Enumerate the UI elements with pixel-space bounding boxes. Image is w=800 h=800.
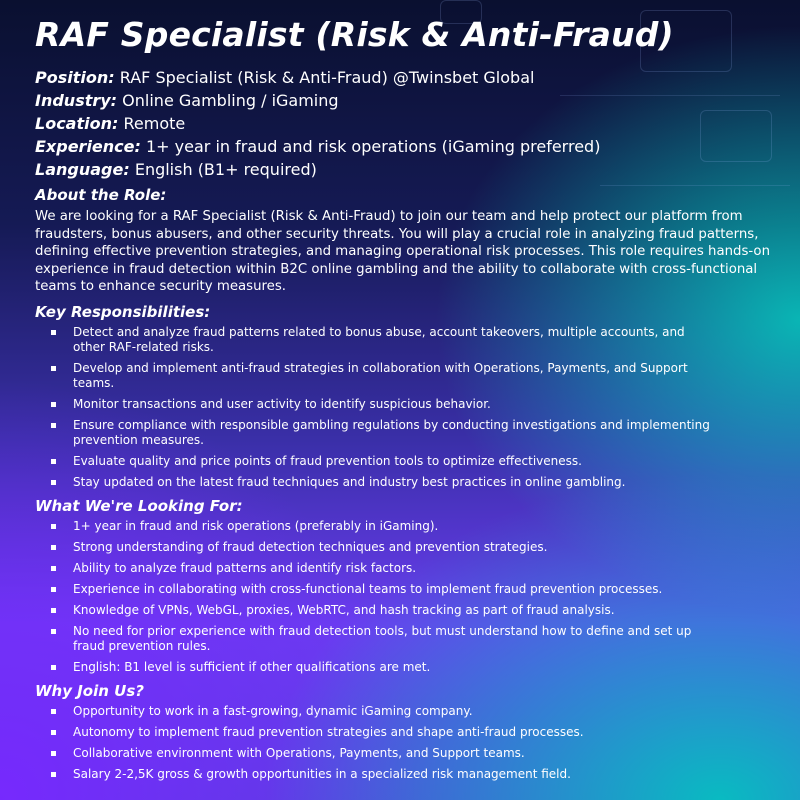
- list-item-text: Stay updated on the latest fraud techniques and industry best practices in online gambling.: [73, 474, 626, 489]
- job-posting: [35, 14, 785, 788]
- list-item-text: Salary 2-2,5K gross & growth opportunities in a specialized risk management field.: [73, 766, 571, 781]
- list-item: [73, 418, 713, 448]
- meta-value: English (B1+ required): [134, 160, 317, 179]
- job-meta: [35, 66, 785, 181]
- bullet-icon: [51, 730, 56, 735]
- looking-for-heading: What We're Looking For:: [35, 496, 243, 515]
- list-item-text: English: B1 level is sufficient if other qualifications are met.: [73, 659, 431, 674]
- meta-value: Online Gambling / iGaming: [122, 91, 339, 110]
- about-text: We are looking for a RAF Specialist (Risk & Anti-Fraud) to join our team and help protect our platform from fraudsters, bonus abusers, and other security threats. You will play a crucial role in analyzing fraud patterns, defining effective prevention strategies, and managing operational risk processes. This role requires hands-on experience in fraud detection within B2C online gambling and the ability to collaborate with cross-functional teams to enhance security measures.: [35, 209, 770, 294]
- list-item-text: Autonomy to implement fraud prevention strategies and shape anti-fraud processes.: [73, 724, 584, 739]
- list-item: [73, 325, 713, 355]
- bullet-icon: [51, 665, 56, 670]
- list-item-text: Ensure compliance with responsible gambling regulations by conducting investigations and implementing prevention measures.: [73, 417, 710, 447]
- list-item: [73, 519, 713, 534]
- list-item: [73, 767, 713, 782]
- bullet-icon: [51, 608, 56, 613]
- list-item: [73, 454, 713, 469]
- list-item-text: No need for prior experience with fraud detection tools, but must understand how to define and set up fraud prevention rules.: [73, 623, 692, 653]
- meta-label: Experience:: [35, 137, 141, 156]
- list-item-text: Detect and analyze fraud patterns related to bonus abuse, account takeovers, multiple accounts, and other RAF-related risks.: [73, 324, 685, 354]
- about-heading: About the Role:: [35, 186, 167, 204]
- meta-label: Language:: [35, 160, 130, 179]
- bullet-icon: [51, 423, 56, 428]
- why-join-list: [35, 704, 785, 782]
- list-item: [73, 561, 713, 576]
- page-title: RAF Specialist (Risk & Anti-Fraud): [35, 15, 674, 54]
- list-item-text: Monitor transactions and user activity to identify suspicious behavior.: [73, 396, 491, 411]
- bullet-icon: [51, 459, 56, 464]
- list-item: [73, 540, 713, 555]
- meta-language: [35, 158, 785, 181]
- bullet-icon: [51, 566, 56, 571]
- list-item: [73, 603, 713, 618]
- list-item-text: Ability to analyze fraud patterns and identify risk factors.: [73, 560, 417, 575]
- meta-label: Location:: [35, 114, 119, 133]
- bullet-icon: [51, 524, 56, 529]
- why-join-heading: Why Join Us?: [35, 681, 144, 700]
- meta-value: 1+ year in fraud and risk operations (iGaming preferred): [146, 137, 601, 156]
- list-item: [73, 624, 713, 654]
- meta-experience: [35, 135, 785, 158]
- looking-for-list: [35, 519, 785, 675]
- list-item: [73, 397, 713, 412]
- list-item-text: Collaborative environment with Operations, Payments, and Support teams.: [73, 745, 525, 760]
- meta-value: RAF Specialist (Risk & Anti-Fraud) @Twinsbet Global: [119, 68, 535, 87]
- responsibilities-list: [35, 325, 785, 490]
- list-item-text: Experience in collaborating with cross-functional teams to implement fraud prevention processes.: [73, 581, 663, 596]
- bullet-icon: [51, 709, 56, 714]
- bullet-icon: [51, 772, 56, 777]
- list-item: [73, 704, 713, 719]
- list-item: [73, 660, 713, 675]
- meta-value: Remote: [123, 114, 186, 133]
- bullet-icon: [51, 629, 56, 634]
- bullet-icon: [51, 330, 56, 335]
- meta-position: [35, 66, 785, 89]
- list-item: [73, 746, 713, 761]
- list-item: [73, 361, 713, 391]
- bullet-icon: [51, 751, 56, 756]
- meta-location: [35, 112, 785, 135]
- list-item: [73, 582, 713, 597]
- list-item: [73, 475, 713, 490]
- meta-label: Position:: [35, 68, 115, 87]
- bullet-icon: [51, 402, 56, 407]
- list-item-text: Evaluate quality and price points of fraud prevention tools to optimize effectiveness.: [73, 453, 582, 468]
- list-item-text: Strong understanding of fraud detection techniques and prevention strategies.: [73, 539, 548, 554]
- responsibilities-heading: Key Responsibilities:: [35, 302, 211, 321]
- list-item-text: Knowledge of VPNs, WebGL, proxies, WebRTC, and hash tracking as part of fraud analysis.: [73, 602, 615, 617]
- meta-industry: [35, 89, 785, 112]
- bullet-icon: [51, 366, 56, 371]
- list-item: [73, 725, 713, 740]
- bullet-icon: [51, 480, 56, 485]
- list-item-text: 1+ year in fraud and risk operations (preferably in iGaming).: [73, 518, 439, 533]
- meta-label: Industry:: [35, 91, 118, 110]
- bullet-icon: [51, 587, 56, 592]
- bullet-icon: [51, 545, 56, 550]
- list-item-text: Opportunity to work in a fast-growing, dynamic iGaming company.: [73, 703, 473, 718]
- list-item-text: Develop and implement anti-fraud strategies in collaboration with Operations, Payments, and Support teams.: [73, 360, 688, 390]
